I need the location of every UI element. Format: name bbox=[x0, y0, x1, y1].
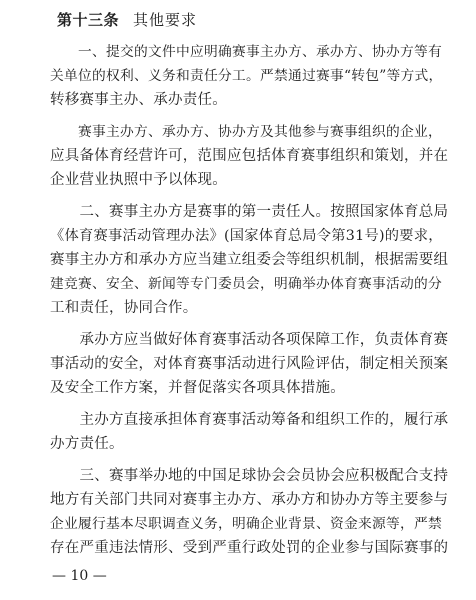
page-number: — 10 — bbox=[52, 568, 107, 584]
text-line: 二、赛事主办方是赛事的第一责任人。按照国家体育总局 bbox=[50, 204, 449, 220]
text-line: 主办方直接承担体育赛事活动筹备和组织工作的，履行承 bbox=[50, 412, 449, 428]
text-line: 办方责任。 bbox=[50, 436, 124, 452]
text-line: 赛事主办方、承办方、协办方及其他参与赛事组织的企业， bbox=[50, 124, 443, 140]
text-line: 事活动的安全，对体育赛事活动进行风险评估，制定相关预案 bbox=[50, 356, 449, 372]
text-line: 一、提交的文件中应明确赛事主办方、承办方、协办方等有 bbox=[50, 44, 443, 60]
article-heading bbox=[57, 9, 197, 31]
article-number: 第十三条 bbox=[57, 11, 120, 29]
text-line: 及安全工作方案，并督促落实各项具体措施。 bbox=[50, 380, 345, 396]
text-line: 三、赛事举办地的中国足球协会会员协会应积极配合支持 bbox=[50, 468, 449, 484]
text-line: 承办方应当做好体育赛事活动各项保障工作，负责体育赛 bbox=[50, 332, 449, 348]
text-line: 建竞赛、安全、新闻等专门委员会，明确举办体育赛事活动的分 bbox=[50, 276, 443, 292]
text-line: 《体育赛事活动管理办法》(国家体育总局令第31号)的要求， bbox=[50, 228, 443, 244]
text-line: 地方有关部门共同对赛事主办方、承办方和协办方等主要参与 bbox=[50, 492, 449, 508]
text-line: 工和责任，协同合作。 bbox=[50, 300, 198, 316]
text-line: 存在严重违法情形、受到严重行政处罚的企业参与国际赛事的 bbox=[50, 540, 449, 556]
text-line: 企业履行基本尽职调查义务，明确企业背景、资金来源等，严禁 bbox=[50, 516, 443, 532]
text-line: 转移赛事主办、承办责任。 bbox=[50, 92, 227, 108]
text-line: 关单位的权利、义务和责任分工。严禁通过赛事“转包”等方式， bbox=[50, 68, 443, 84]
text-line: 应具备体育经营许可，范围应包括体育赛事组织和策划，并在 bbox=[50, 148, 449, 164]
article-title: 其他要求 bbox=[133, 11, 198, 29]
text-line: 赛事主办方和承办方应当建立组委会等组织机制，根据需要组 bbox=[50, 252, 449, 268]
text-line: 企业营业执照中予以体现。 bbox=[50, 172, 227, 188]
